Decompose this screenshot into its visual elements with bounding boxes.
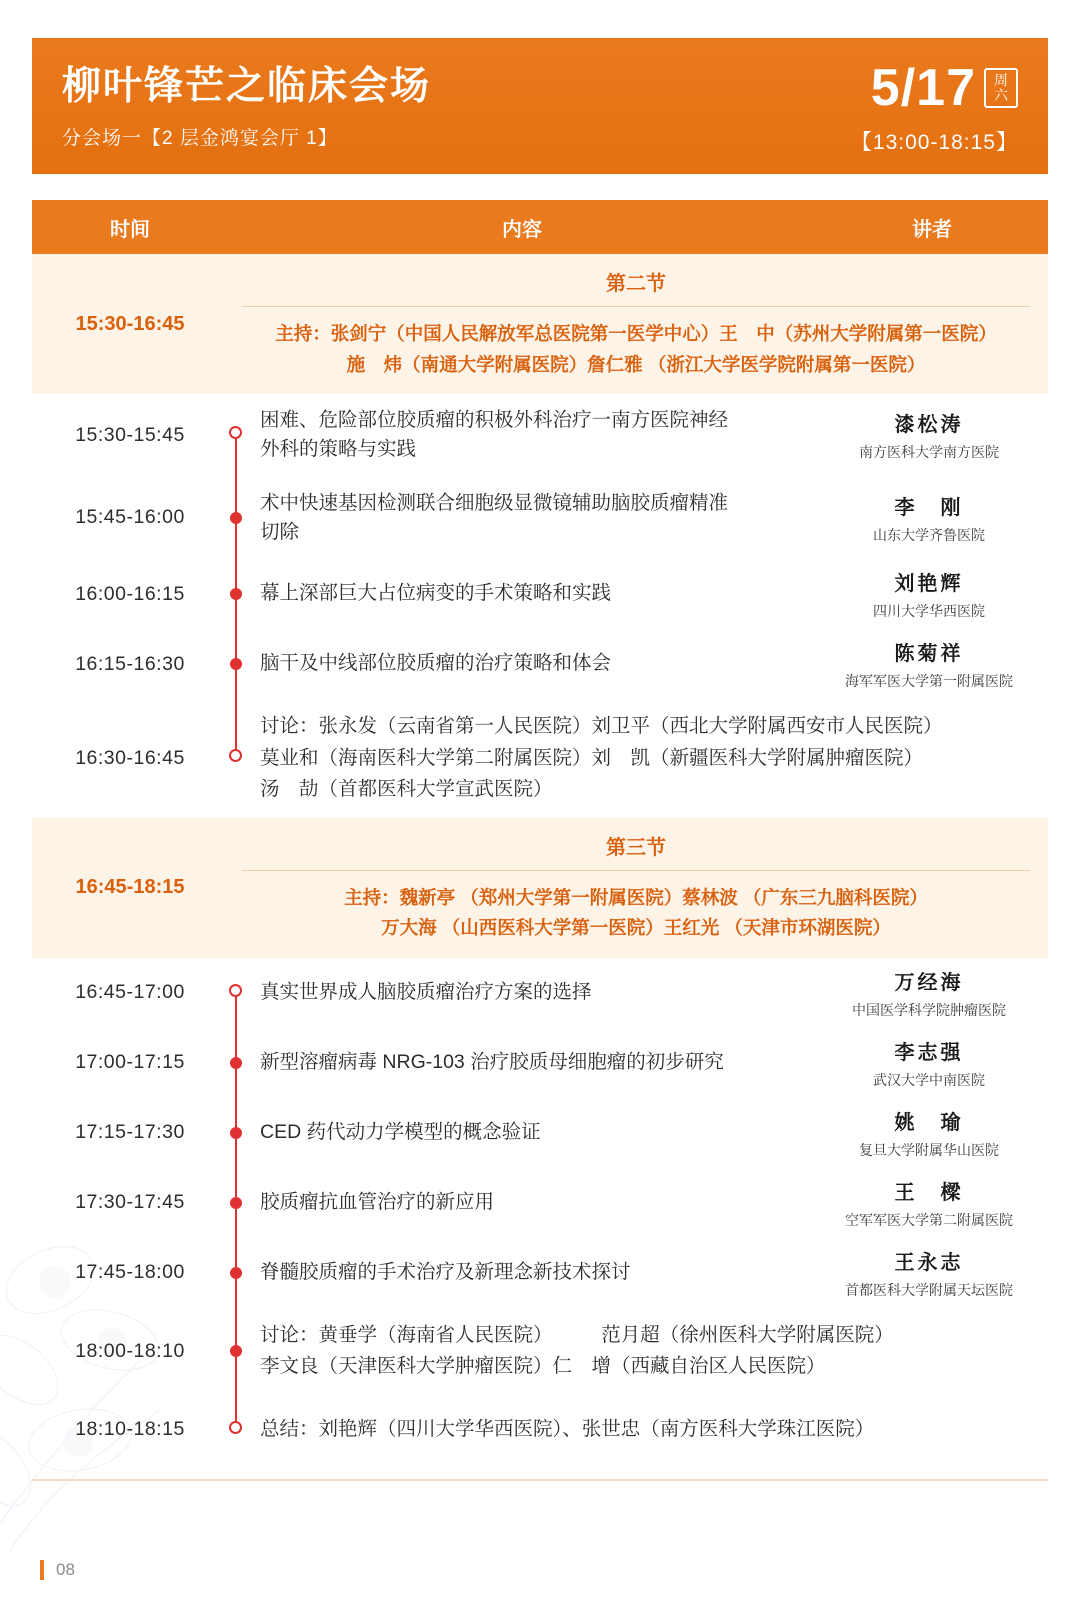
- row-discussion: [250, 699, 1048, 818]
- topic-line: 脊髓胶质瘤的手术治疗及新理念新技术探讨: [260, 1261, 631, 1284]
- timeline-dot: [230, 658, 242, 670]
- row-time: 17:15-17:30: [75, 1121, 185, 1144]
- topic-line: 真实世界成人脑胶质瘤治疗方案的选择: [260, 981, 592, 1004]
- host-line: 施 炜（南通大学附属医院）詹仁雅 （浙江大学医学院附属第一医院）: [346, 353, 926, 375]
- section-band: [32, 254, 1048, 394]
- schedule-table-header: [32, 200, 1048, 254]
- header-speaker: 讲者: [912, 218, 952, 241]
- header-topic: 内容: [502, 218, 542, 241]
- speaker-name: 姚 瑜: [894, 1111, 964, 1134]
- schedule-body: [32, 254, 1048, 1465]
- banner-right: [851, 58, 1018, 156]
- session-time-range: 【13:00-18:15】: [850, 131, 1018, 154]
- page-number: 08: [56, 1560, 75, 1579]
- date-value: 5/17: [870, 59, 976, 117]
- speaker-name: 万经海: [894, 971, 964, 994]
- discussion-line: 莫业和（海南医科大学第二附属医院）刘 凯（新疆医科大学附属肿瘤医院）: [260, 746, 924, 769]
- row-discussion: [250, 1402, 1048, 1458]
- row-topic: [250, 567, 816, 620]
- speaker-org: 武汉大学中南医院: [873, 1071, 985, 1088]
- row-time: 15:30-15:45: [75, 423, 185, 446]
- host-line: 主持：张剑宁（中国人民解放军总医院第一医学中心）王 中（苏州大学附属第一医院）: [275, 323, 997, 344]
- topic-line: 困难、危险部位胶质瘤的积极外科治疗一南方医院神经: [260, 409, 729, 432]
- table-row: [32, 1168, 1048, 1238]
- section-rows: [32, 958, 1048, 1465]
- discussion-line: 汤 劼（首都医科大学宣武医院）: [260, 778, 553, 801]
- row-topic: [250, 637, 816, 690]
- row-topic: [250, 966, 816, 1019]
- table-row: [32, 559, 1048, 629]
- table-row: [32, 477, 1048, 560]
- date-row: [851, 59, 1018, 117]
- row-topic: [250, 1176, 816, 1229]
- discussion-line: 讨论：张永发（云南省第一人民医院）刘卫平（西北大学附属西安市人民医院）: [260, 715, 943, 738]
- row-speaker: [816, 1036, 1048, 1090]
- weekday-badge: 周六: [984, 68, 1018, 107]
- row-time: 17:45-18:00: [75, 1261, 185, 1284]
- row-speaker: [816, 1246, 1048, 1300]
- topic-line: 外科的策略与实践: [260, 438, 417, 461]
- section-body: [228, 254, 1048, 394]
- speaker-name: 陈菊祥: [894, 643, 964, 666]
- timeline-dot: [230, 1267, 242, 1279]
- discussion-line: 总结：刘艳辉（四川大学华西医院）、张世忠（南方医科大学珠江医院）: [260, 1418, 875, 1441]
- row-topic: [250, 1246, 816, 1299]
- header-time: 时间: [110, 218, 150, 241]
- table-row: [32, 629, 1048, 699]
- section-band: [32, 818, 1048, 958]
- speaker-org: 山东大学齐鲁医院: [873, 526, 985, 543]
- row-speaker: [816, 567, 1048, 621]
- section-time: 16:45-18:15: [75, 876, 185, 899]
- speaker-name: 王 樑: [894, 1181, 964, 1204]
- row-topic: [250, 477, 816, 560]
- page-footer: [40, 1560, 75, 1580]
- banner-left: [62, 58, 431, 150]
- row-speaker: [816, 408, 1048, 462]
- speaker-org: 南方医科大学南方医院: [859, 444, 999, 461]
- table-row: [32, 394, 1048, 477]
- row-topic: [250, 1106, 816, 1159]
- table-row: [32, 699, 1048, 818]
- row-time: 16:00-16:15: [75, 582, 185, 605]
- speaker-name: 刘艳辉: [894, 573, 964, 596]
- topic-line: 脑干及中线部位胶质瘤的治疗策略和体会: [260, 652, 612, 675]
- table-row: [32, 1098, 1048, 1168]
- timeline-dot: [230, 588, 242, 600]
- topic-line: CED 药代动力学模型的概念验证: [260, 1121, 541, 1144]
- row-speaker: [816, 491, 1048, 545]
- speaker-org: 复旦大学附属华山医院: [859, 1141, 999, 1158]
- discussion-line: 李文良（天津医科大学肿瘤医院）仁 增（西藏自治区人民医院）: [260, 1355, 826, 1378]
- section-hosts: [242, 870, 1030, 944]
- row-discussion: [250, 1308, 1048, 1395]
- bottom-rule: [32, 1479, 1048, 1481]
- host-line: 主持：魏新亭 （郑州大学第一附属医院）蔡林波 （广东三九脑科医院）: [344, 886, 928, 908]
- topic-line: 幕上深部巨大占位病变的手术策略和实践: [260, 582, 612, 605]
- row-time: 16:15-16:30: [75, 652, 185, 675]
- row-time: 15:45-16:00: [75, 506, 185, 529]
- page-title: 柳叶锋芒之临床会场: [62, 65, 432, 108]
- timeline-dot: [230, 1127, 242, 1139]
- row-time: 18:10-18:15: [75, 1418, 185, 1441]
- row-speaker: [816, 637, 1048, 691]
- speaker-name: 漆松涛: [894, 414, 964, 437]
- row-time: 18:00-18:10: [75, 1339, 185, 1362]
- table-row: [32, 1028, 1048, 1098]
- speaker-name: 李 刚: [894, 496, 964, 519]
- table-row: [32, 1238, 1048, 1308]
- row-speaker: [816, 966, 1048, 1020]
- table-row: [32, 1395, 1048, 1465]
- speaker-org: 中国医学科学院肿瘤医院: [852, 1001, 1006, 1018]
- row-topic: [250, 1036, 816, 1089]
- speaker-name: 王永志: [894, 1251, 964, 1274]
- topic-line: 切除: [260, 520, 300, 543]
- speaker-org: 首都医科大学附属天坛医院: [845, 1281, 1013, 1298]
- row-time: 16:45-17:00: [75, 981, 185, 1004]
- speaker-org: 空军军医大学第二附属医院: [845, 1211, 1013, 1228]
- row-topic: [250, 394, 816, 477]
- row-speaker: [816, 1106, 1048, 1160]
- speaker-org: 海军军医大学第一附属医院: [845, 673, 1013, 690]
- row-speaker: [816, 1176, 1048, 1230]
- section-label: 第二节: [606, 273, 666, 295]
- table-row: [32, 958, 1048, 1028]
- section-hosts: [242, 306, 1030, 380]
- section-body: [228, 818, 1048, 958]
- section-time: 15:30-16:45: [75, 312, 185, 335]
- timeline-dot: [229, 984, 242, 997]
- session-banner: [32, 38, 1048, 174]
- topic-line: 胶质瘤抗血管治疗的新应用: [260, 1191, 495, 1214]
- section-rows: [32, 394, 1048, 818]
- timeline-dot: [230, 1197, 242, 1209]
- timeline-dot: [230, 1057, 242, 1069]
- row-time: 16:30-16:45: [75, 746, 185, 769]
- timeline-dot: [229, 1421, 242, 1434]
- timeline-dot: [230, 512, 242, 524]
- venue-subtitle: 分会场一【2 层金鸿宴会厅 1】: [62, 127, 338, 149]
- speaker-org: 四川大学华西医院: [873, 603, 985, 620]
- row-time: 17:30-17:45: [75, 1191, 185, 1214]
- table-row: [32, 1308, 1048, 1395]
- discussion-line: 讨论：黄垂学（海南省人民医院） 范月超（徐州医科大学附属医院）: [260, 1323, 894, 1346]
- speaker-name: 李志强: [894, 1041, 964, 1064]
- row-time: 17:00-17:15: [75, 1051, 185, 1074]
- topic-line: 术中快速基因检测联合细胞级显微镜辅助脑胶质瘤精准: [260, 491, 729, 514]
- topic-line: 新型溶瘤病毒 NRG-103 治疗胶质母细胞瘤的初步研究: [260, 1051, 724, 1074]
- host-line: 万大海 （山西医科大学第一医院）王红光 （天津市环湖医院）: [381, 917, 891, 939]
- section-label: 第三节: [606, 836, 666, 859]
- footer-accent-bar: [40, 1560, 44, 1580]
